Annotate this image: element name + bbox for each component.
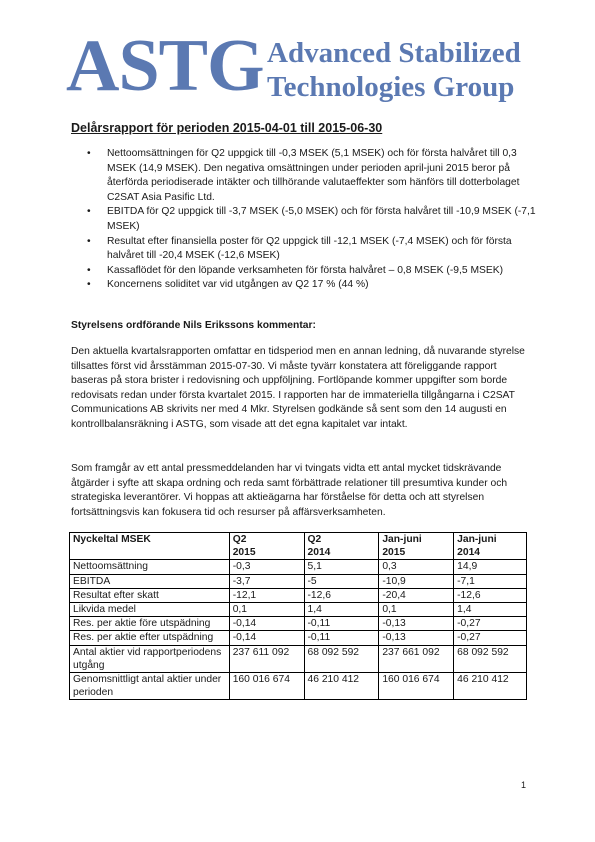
logo-acronym: ASTG	[66, 25, 264, 107]
table-cell: -12,1	[229, 588, 304, 602]
table-header-row	[70, 533, 527, 560]
table-row	[70, 617, 527, 631]
table-cell: 0,1	[379, 603, 454, 617]
table-cell: 237 611 092	[229, 645, 304, 672]
table-cell: Likvida medel	[70, 603, 230, 617]
table-cell: -20,4	[379, 588, 454, 602]
table-header-cell	[304, 533, 379, 560]
page-number: 1	[521, 780, 527, 790]
table-cell: 160 016 674	[379, 673, 454, 700]
bullet-icon: •	[87, 148, 91, 159]
table-header-cell	[379, 533, 454, 560]
table-cell: -0,14	[229, 617, 304, 631]
bullet-icon: •	[87, 264, 91, 276]
report-title: Delårsrapport för perioden 2015-04-01 till 2015-06-30	[71, 121, 383, 135]
list-item	[87, 264, 537, 279]
table-cell: 160 016 674	[229, 673, 304, 700]
bullet-icon: •	[87, 206, 91, 218]
header-line-2: 2014	[307, 547, 331, 559]
table-cell: Nettoomsättning	[70, 560, 230, 574]
list-item	[87, 205, 537, 234]
table-cell: 46 210 412	[304, 673, 379, 700]
logo-line-1: Advanced Stabilized	[267, 37, 521, 69]
table-header-cell	[229, 533, 304, 560]
header-line-2: 2015	[382, 547, 406, 559]
bullet-icon: •	[87, 279, 91, 291]
table-cell: 68 092 592	[454, 645, 527, 672]
list-item-text: Koncernens soliditet var vid utgången av Q2 17 % (44 %)	[107, 279, 369, 291]
table-cell: -12,6	[304, 588, 379, 602]
table-cell: 0,3	[379, 560, 454, 574]
comment-paragraph-2: Som framgår av ett antal pressmeddelanden har vi tvingats vidta ett antal mycket tidskrävande åtgärder i syfte att skapa ordning och reda samt förbättrade relationer till presumtiva kunder och strategiska leverantörer. Vi hoppas att aktieägarna har förståelse för detta och att styrelsen fortsättningsvis kan fokusera tid och resurser på affärsverksamheten.	[71, 463, 508, 518]
comment-paragraph-1: Den aktuella kvartalsrapporten omfattar en tidsperiod men en annan ledning, då nuvarande styrelse tillsattes först vid årsstämman 2015-07-30. Vi måste tyvärr konstatera att föreliggande rapport baseras på stora brister i redovisning och uppföljning. Fortlöpande kommer uppgifter som borde redovisats redan under första kvartalet 2015. I rapporten har de immateriella tillgångarna i C2SAT Communications AB skrivits ner med 4 Mkr. Styrelsen godkände så sent som den 14 augusti en kontrollbalansräkning i ASTG, som visade att det egna kapitalet var intakt.	[71, 346, 525, 430]
table-row	[70, 631, 527, 645]
table-cell: 14,9	[454, 560, 527, 574]
list-item-text: Resultat efter finansiella poster för Q2 uppgick till -12,1 MSEK (-7,4 MSEK) och för första halvåret till -20,4 MSEK (-12,6 MSEK)	[107, 235, 512, 262]
table-header-cell	[70, 533, 230, 560]
list-item-text: Kassaflödet för den löpande verksamheten för första halvåret – 0,8 MSEK (-9,5 MSEK)	[107, 264, 504, 276]
list-item	[87, 147, 537, 205]
table-cell: -7,1	[454, 574, 527, 588]
table-cell: Antal aktier vid rapportperiodens utgång	[70, 645, 230, 672]
header-line-2: 2014	[457, 547, 481, 559]
table-cell: 0,1	[229, 603, 304, 617]
table-row	[70, 574, 527, 588]
list-item	[87, 235, 537, 264]
table-cell: -0,27	[454, 617, 527, 631]
table-cell: -0,11	[304, 631, 379, 645]
table-cell: -0,27	[454, 631, 527, 645]
chairman-comment-heading: Styrelsens ordförande Nils Erikssons kommentar:	[71, 320, 316, 331]
header-line-1: Jan-juni	[457, 534, 497, 545]
table-cell: Resultat efter skatt	[70, 588, 230, 602]
table-row	[70, 560, 527, 574]
table-header-cell	[454, 533, 527, 560]
table-cell: 68 092 592	[304, 645, 379, 672]
table-cell: -10,9	[379, 574, 454, 588]
table-cell: 46 210 412	[454, 673, 527, 700]
table-cell: -3,7	[229, 574, 304, 588]
list-item-text: EBITDA för Q2 uppgick till -3,7 MSEK (-5,0 MSEK) och för första halvåret till -10,9 MSEK (-7,1 MSEK)	[107, 206, 536, 232]
table-cell: Genomsnittligt antal aktier under perioden	[70, 673, 230, 700]
company-logo	[66, 25, 536, 108]
table-cell: -0,13	[379, 631, 454, 645]
bullet-icon: •	[87, 235, 91, 247]
table-cell: -0,14	[229, 631, 304, 645]
table-cell: 5,1	[304, 560, 379, 574]
table-cell: 237 661 092	[379, 645, 454, 672]
list-item-text: Nettoomsättningen för Q2 uppgick till -0,3 MSEK (5,1 MSEK) och för första halvåret till 0,3 MSEK (14,9 MSEK). Den negativa omsättningen under perioden april-juni 2015 beror på återförda periodiserade intäkter och tillhörande valutaeffekter som hänförs till dotterbolaget C2SAT Asia Pasific Ltd.	[107, 148, 520, 203]
list-item	[87, 278, 537, 293]
table-cell: -12,6	[454, 588, 527, 602]
table-cell: Res. per aktie före utspädning	[70, 617, 230, 631]
table-cell: 1,4	[454, 603, 527, 617]
table-cell: -5	[304, 574, 379, 588]
table-cell: -0,13	[379, 617, 454, 631]
table-row	[70, 588, 527, 602]
header-line-2: 2015	[232, 547, 256, 559]
header-line-1: Q2	[307, 534, 322, 545]
highlights-list	[87, 147, 537, 293]
header-line-1: Q2	[232, 534, 247, 545]
table-row	[70, 673, 527, 700]
table-cell: -0,11	[304, 617, 379, 631]
table-cell: -0,3	[229, 560, 304, 574]
logo-line-2: Technologies Group	[267, 71, 515, 103]
header-line-1: Jan-juni	[382, 534, 422, 545]
table-cell: EBITDA	[70, 574, 230, 588]
table-cell: Res. per aktie efter utspädning	[70, 631, 230, 645]
table-cell: 1,4	[304, 603, 379, 617]
table-row	[70, 645, 527, 672]
key-figures-table	[69, 532, 527, 700]
table-row	[70, 603, 527, 617]
header-line-1: Nyckeltal MSEK	[73, 534, 151, 545]
